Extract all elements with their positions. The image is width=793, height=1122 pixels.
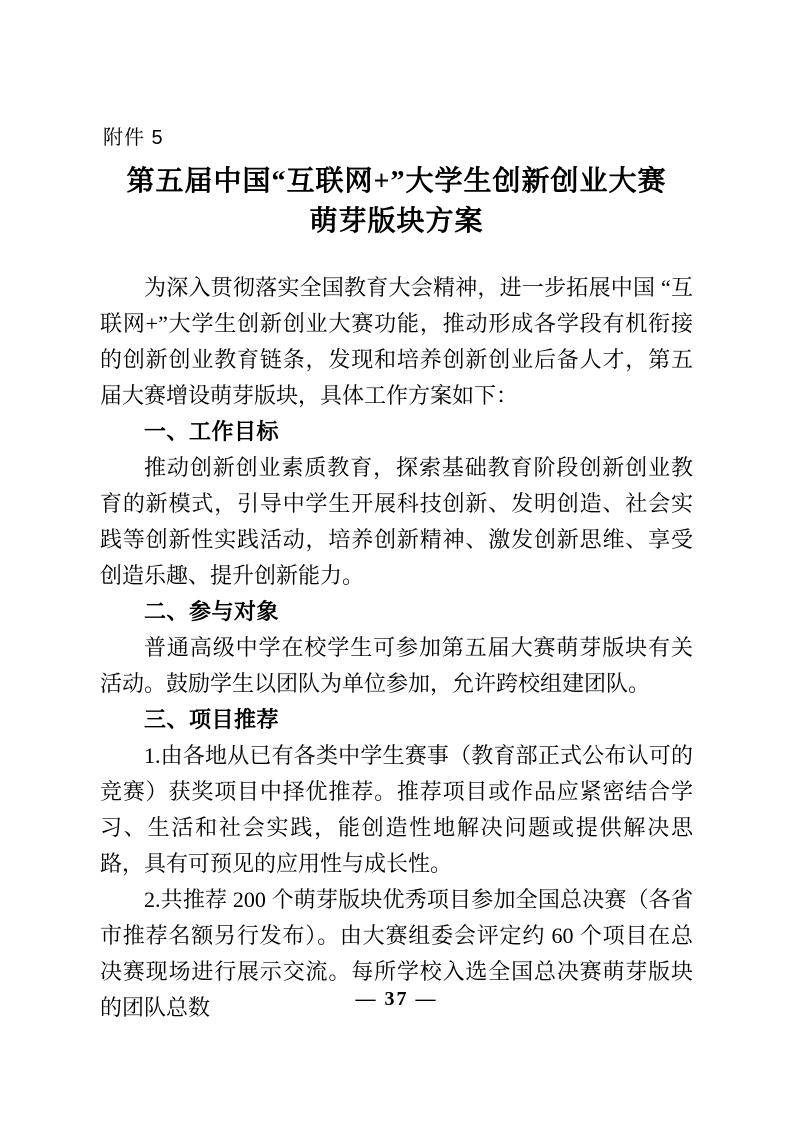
document-body (100, 270, 693, 1026)
section-heading-project-recommendation: 三、项目推荐 (144, 707, 280, 732)
paragraph-recommendation-2: 2.共推荐 200 个萌芽版块优秀项目参加全国总决赛（各省市推荐名额另行发布）。由大赛组委会评定约 60 个项目在总决赛现场进行展示交流。每所学校入选全国总决赛萌芽版块的团队总数 (100, 887, 693, 1020)
paragraph-participants: 普通高级中学在校学生可参加第五届大赛萌芽版块有关活动。鼓励学生以团队为单位参加，允许跨校组建团队。 (100, 635, 693, 696)
paragraph-recommendation-1: 1.由各地从已有各类中学生赛事（教育部正式公布认可的竞赛）获奖项目中择优推荐。推荐项目或作品应紧密结合学习、生活和社会实践，能创造性地解决问题或提供解决思路，具有可预见的应用性与成长性。 (100, 743, 693, 876)
paragraph-work-goal: 推动创新创业素质教育，探索基础教育阶段创新创业教育的新模式，引导中学生开展科技创新、发明创造、社会实践等创新性实践活动，培养创新精神、激发创新思维、享受创造乐趣、提升创新能力。 (100, 455, 693, 588)
paragraph-intro: 为深入贯彻落实全国教育大会精神，进一步拓展中国 “互联网+”大学生创新创业大赛功能，推动形成各学段有机衔接的创新创业教育链条，发现和培养创新创业后备人才，第五届大赛增设萌芽版块，具体工作方案如下： (100, 275, 693, 408)
document-title-line-1: 第五届中国“互联网+”大学生创新创业大赛 (126, 166, 667, 197)
section-heading-participants: 二、参与对象 (144, 599, 280, 624)
section-heading-work-goal: 一、工作目标 (144, 419, 280, 444)
document-title-line-2: 萌芽版块方案 (309, 206, 484, 237)
page-number: — 37 — (355, 988, 438, 1010)
attachment-label: 附件 5 (103, 127, 164, 149)
document-title (100, 162, 693, 242)
